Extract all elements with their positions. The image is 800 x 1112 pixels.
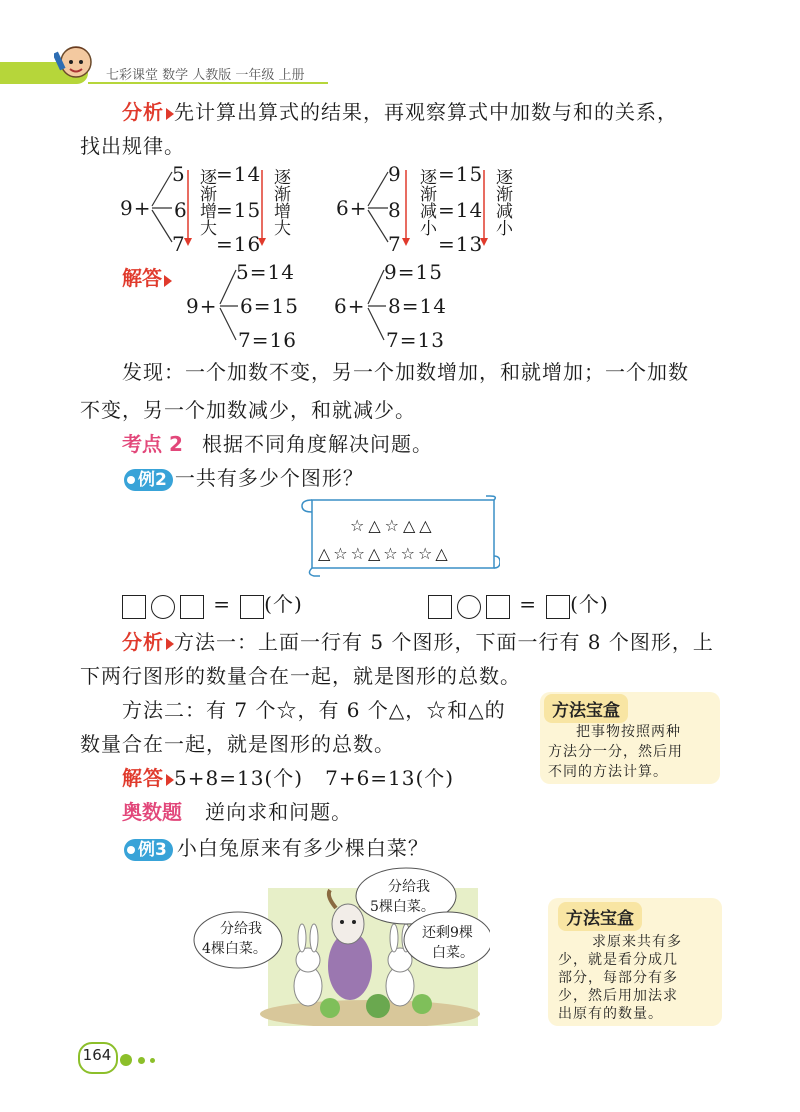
analysis2-line3: 方法二：有 7 个☆，有 6 个△，☆和△的 bbox=[122, 698, 506, 722]
footer-dot-1 bbox=[120, 1054, 132, 1066]
analysis1-text1: 先计算出算式的结果，再观察算式中加数与和的关系， bbox=[174, 100, 678, 124]
blank-result[interactable] bbox=[240, 595, 264, 619]
bubble-left-line2: 4棵白菜。 bbox=[202, 941, 267, 957]
point2-label: 考点 2 bbox=[122, 432, 183, 456]
diagram-left bbox=[118, 160, 308, 260]
diagram-right-result-2: =14 bbox=[438, 198, 484, 222]
tip2-line3: 部分，每部分有多 bbox=[558, 970, 678, 986]
example3-label: 例3 bbox=[138, 840, 167, 860]
diagram-right-row-1: 9 bbox=[388, 162, 402, 186]
unit-label: (个) bbox=[264, 592, 303, 616]
triangle-marker-icon bbox=[166, 774, 174, 786]
diagram-left-row-3: 7 bbox=[172, 232, 186, 256]
blank-box-1[interactable] bbox=[122, 595, 146, 619]
scroll-frame bbox=[300, 494, 500, 578]
equals-sign: = bbox=[519, 592, 538, 616]
olympiad-text: 逆向求和问题。 bbox=[205, 800, 353, 824]
answer1-left-row-3: 7=16 bbox=[238, 328, 297, 352]
diagram-left-note1: 逐渐增大 bbox=[196, 168, 216, 236]
diagram-right-base: 6+ bbox=[336, 196, 368, 220]
equation-blank-right bbox=[428, 588, 609, 619]
answer2-text: 5+8=13(个) 7+6=13(个) bbox=[174, 766, 455, 790]
equals-sign: = bbox=[213, 592, 232, 616]
blank-result[interactable] bbox=[546, 595, 570, 619]
diagram-right-row-3: 7 bbox=[388, 232, 402, 256]
bullet-dot-icon bbox=[127, 476, 135, 484]
answer1-right-row-1: 9=15 bbox=[384, 260, 443, 284]
diagram-left-result-2: =15 bbox=[216, 198, 262, 222]
unit-label: (个) bbox=[570, 592, 609, 616]
answer1-left-base: 9+ bbox=[186, 294, 218, 318]
answer-label: 解答 bbox=[122, 766, 164, 790]
analysis2-text1: 方法一：上面一行有 5 个图形，下面一行有 8 个图形，上 bbox=[174, 630, 714, 654]
answer1-right-base: 6+ bbox=[334, 294, 366, 318]
finding-line1: 发现：一个加数不变，另一个加数增加，和就增加；一个加数 bbox=[122, 360, 689, 384]
blank-box-4[interactable] bbox=[486, 595, 510, 619]
tip1-line1: 把事物按照两种 bbox=[576, 724, 681, 740]
answer1-right bbox=[334, 256, 454, 352]
scroll-row2: △☆☆△☆☆☆△ bbox=[318, 544, 451, 563]
triangle-marker-icon bbox=[166, 638, 174, 650]
blank-box-2[interactable] bbox=[180, 595, 204, 619]
analysis-label: 分析 bbox=[122, 630, 164, 654]
equation-blank-left bbox=[122, 588, 303, 619]
bubble-left-line1: 分给我 bbox=[220, 921, 262, 937]
example3-question: 小白兔原来有多少棵白菜？ bbox=[176, 836, 429, 860]
diagram-left-row-2: 6 bbox=[174, 198, 188, 222]
tip2-line4: 少，然后用加法求 bbox=[558, 988, 678, 1004]
bubble-top-line1: 分给我 bbox=[388, 879, 430, 895]
tip-box-1 bbox=[540, 692, 720, 784]
scroll-figure bbox=[300, 494, 500, 578]
answer1-label-wrap bbox=[122, 262, 172, 291]
triangle-marker-icon bbox=[164, 275, 172, 287]
mascot-avatar bbox=[54, 38, 98, 82]
bullet-dot-icon bbox=[127, 846, 135, 854]
example2-heading bbox=[124, 462, 364, 491]
answer1-left-row-1: 5=14 bbox=[236, 260, 295, 284]
bubble-top-line2: 5棵白菜。 bbox=[370, 899, 435, 915]
olympiad-label: 奥数题 bbox=[122, 800, 182, 824]
analysis1-line2: 找出规律。 bbox=[80, 134, 185, 158]
bubble-right-line1: 还剩9棵 bbox=[422, 925, 473, 941]
diagram-right-row-2: 8 bbox=[388, 198, 402, 222]
olympiad bbox=[122, 796, 352, 825]
diagram-left-base: 9+ bbox=[120, 196, 152, 220]
answer2 bbox=[122, 762, 454, 791]
tip1-line3: 不同的方法计算。 bbox=[548, 764, 668, 780]
blank-operator-1[interactable] bbox=[151, 595, 175, 619]
answer1-left-row-2: 6=15 bbox=[240, 294, 299, 318]
tip1-line2: 方法分一分，然后用 bbox=[548, 744, 683, 760]
blank-box-3[interactable] bbox=[428, 595, 452, 619]
tip1-title: 方法宝盒 bbox=[544, 694, 628, 723]
diagram-right bbox=[334, 160, 524, 260]
tip2-line1: 求原来共有多 bbox=[592, 934, 682, 950]
breadcrumb: 七彩课堂 数学 人教版 一年级 上册 bbox=[106, 68, 305, 83]
finding-line2: 不变，另一个加数减少，和就减少。 bbox=[80, 398, 416, 422]
analysis-label: 分析 bbox=[122, 100, 164, 124]
diagram-left-note2: 逐渐增大 bbox=[270, 168, 290, 236]
analysis2-line4: 数量合在一起，就是图形的总数。 bbox=[80, 732, 395, 756]
example2-question: 一共有多少个图形？ bbox=[174, 466, 364, 490]
bubble-right-line2: 白菜。 bbox=[432, 945, 474, 961]
diagram-right-note2: 逐渐减小 bbox=[492, 168, 512, 236]
answer-label: 解答 bbox=[122, 266, 162, 290]
tip2-title: 方法宝盒 bbox=[558, 902, 642, 931]
triangle-marker-icon bbox=[166, 108, 174, 120]
tip-box-2 bbox=[548, 898, 722, 1026]
example3-heading bbox=[124, 832, 429, 861]
blank-operator-2[interactable] bbox=[457, 595, 481, 619]
point2 bbox=[122, 428, 433, 457]
diagram-left-row-1: 5 bbox=[172, 162, 186, 186]
analysis2-line2: 下两行图形的数量合在一起，就是图形的总数。 bbox=[80, 664, 521, 688]
tip2-line5: 出原有的数量。 bbox=[558, 1006, 663, 1022]
header-bar bbox=[0, 62, 330, 84]
analysis2-line1 bbox=[122, 626, 714, 655]
diagram-right-note1: 逐渐减小 bbox=[416, 168, 436, 236]
answer1-right-row-2: 8=14 bbox=[388, 294, 447, 318]
page-footer bbox=[78, 1042, 168, 1072]
example2-badge bbox=[124, 469, 173, 491]
analysis1-line1 bbox=[122, 96, 678, 125]
answer1-right-row-3: 7=13 bbox=[386, 328, 445, 352]
tip2-line2: 少，就是看分成几 bbox=[558, 952, 678, 968]
diagram-right-result-3: =13 bbox=[438, 232, 484, 256]
footer-dot-3 bbox=[150, 1058, 155, 1063]
scroll-row1: ☆△☆△△ bbox=[350, 516, 436, 535]
rabbit-goat-illustration bbox=[190, 866, 490, 1026]
point2-text: 根据不同角度解决问题。 bbox=[201, 432, 433, 456]
answer1-left bbox=[186, 256, 306, 352]
diagram-right-result-1: =15 bbox=[438, 162, 484, 186]
diagram-left-result-1: =14 bbox=[216, 162, 262, 186]
diagram-left-result-3: =16 bbox=[216, 232, 262, 256]
footer-dot-2 bbox=[138, 1057, 145, 1064]
example2-label: 例2 bbox=[138, 470, 167, 490]
example3-badge bbox=[124, 839, 173, 861]
page-number: 164 bbox=[82, 1046, 112, 1064]
